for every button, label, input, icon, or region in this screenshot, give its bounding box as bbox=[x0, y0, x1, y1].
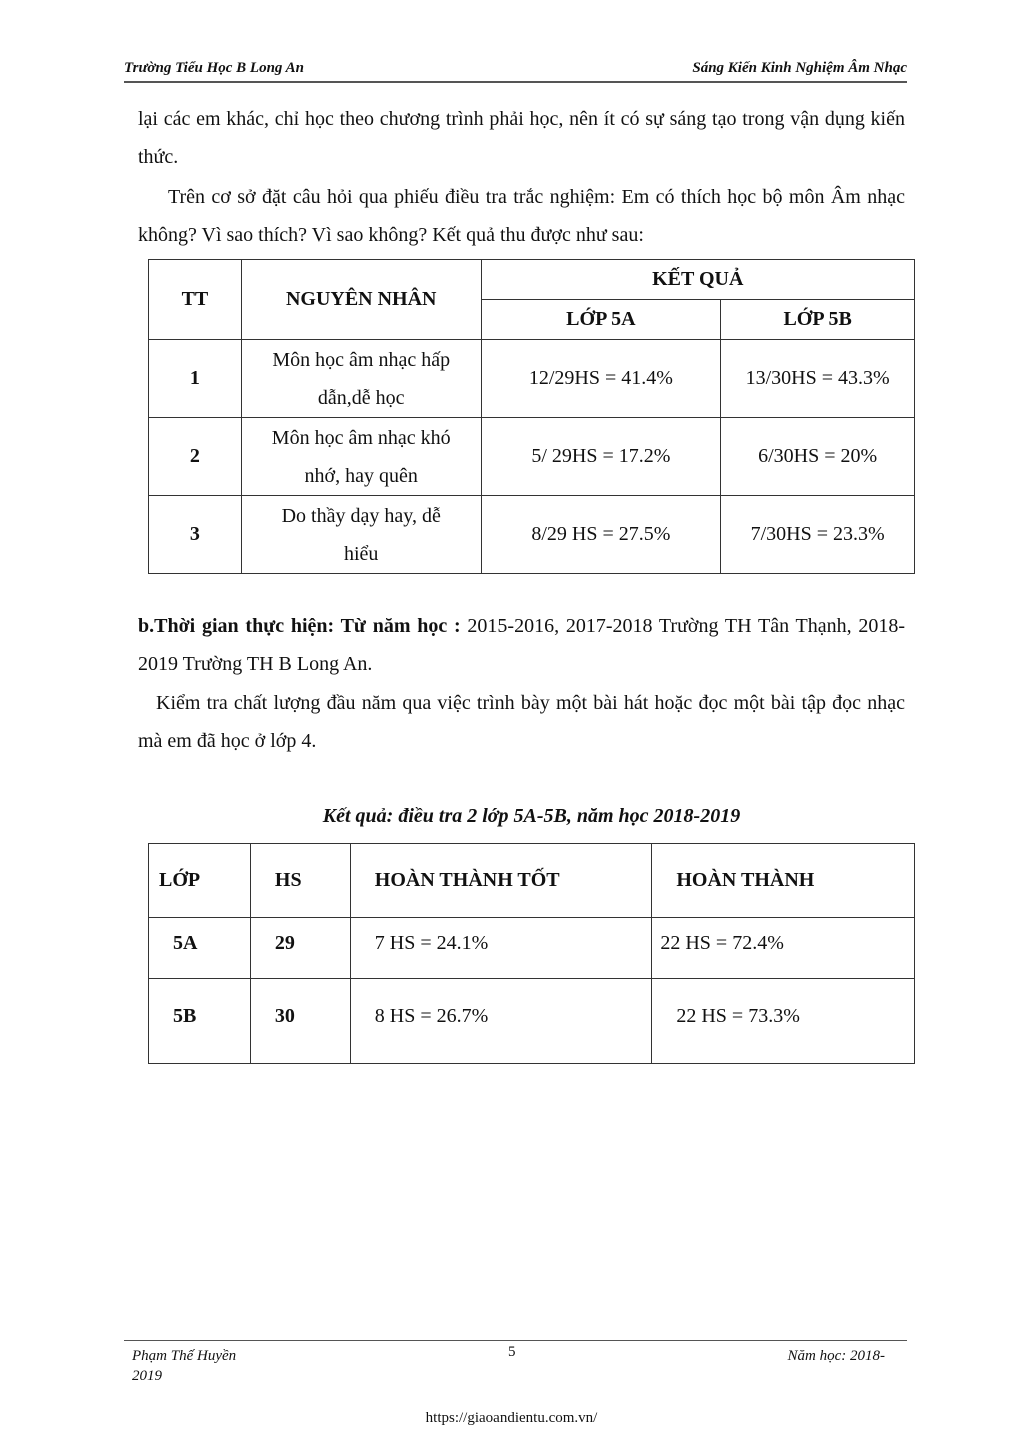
header-class-5b: LỚP 5B bbox=[721, 300, 915, 340]
row-hs: 29 bbox=[250, 918, 350, 979]
footer-rule bbox=[124, 1340, 907, 1341]
header-school: Trường Tiểu Học B Long An bbox=[124, 60, 304, 76]
row-reason: Môn học âm nhạc hấp dẫn,dễ học bbox=[241, 340, 481, 418]
header-hs: HS bbox=[250, 844, 350, 918]
table-row bbox=[149, 340, 915, 418]
table-row bbox=[149, 918, 915, 979]
header-title: Sáng Kiến Kinh Nghiệm Âm Nhạc bbox=[692, 60, 907, 76]
row-number: 1 bbox=[149, 340, 242, 418]
row-done: 22 HS = 73.3% bbox=[652, 979, 915, 1064]
row-hs: 30 bbox=[250, 979, 350, 1064]
row-reason: Do thầy dạy hay, dễ hiểu bbox=[241, 496, 481, 574]
footer-year-continued: 2019 bbox=[132, 1368, 162, 1384]
row-class: 5A bbox=[149, 918, 251, 979]
row-result-5b: 13/30HS = 43.3% bbox=[721, 340, 915, 418]
header-done: HOÀN THÀNH bbox=[652, 844, 915, 918]
header-good: HOÀN THÀNH TỐT bbox=[350, 844, 652, 918]
table-row bbox=[149, 418, 915, 496]
footer-author: Phạm Thế Huyền bbox=[132, 1348, 237, 1364]
section-b-text: 2015-2016, 2017-2018 Trường TH Tân Thạnh, 2018-2019 Trường TH B Long An. bbox=[138, 615, 905, 675]
header-class-5a: LỚP 5A bbox=[481, 300, 721, 340]
row-class: 5B bbox=[149, 979, 251, 1064]
row-result-5b: 7/30HS = 23.3% bbox=[721, 496, 915, 574]
header-reason: NGUYÊN NHÂN bbox=[241, 260, 481, 340]
survey-table bbox=[148, 259, 915, 574]
results-table bbox=[148, 843, 915, 1064]
row-number: 3 bbox=[149, 496, 242, 574]
table-caption: Kết quả: điều tra 2 lớp 5A-5B, năm học 2018-2019 bbox=[322, 805, 741, 827]
row-number: 2 bbox=[149, 418, 242, 496]
row-good: 8 HS = 26.7% bbox=[350, 979, 652, 1064]
row-done: 22 HS = 72.4% bbox=[652, 918, 915, 979]
row-reason: Môn học âm nhạc khó nhớ, hay quên bbox=[241, 418, 481, 496]
header-result: KẾT QUẢ bbox=[481, 260, 914, 300]
footer-year: Năm học: 2018- bbox=[787, 1348, 885, 1364]
paragraph-1: lại các em khác, chỉ học theo chương trình phải học, nên ít có sự sáng tạo trong vận dụng kiến thức. bbox=[138, 108, 905, 168]
section-b-paragraph bbox=[138, 607, 905, 683]
row-result-5a: 8/29 HS = 27.5% bbox=[481, 496, 721, 574]
row-good: 7 HS = 24.1% bbox=[350, 918, 652, 979]
section-b-label: b.Thời gian thực hiện: Từ năm học : bbox=[138, 615, 461, 637]
header-rule bbox=[124, 81, 907, 83]
page-number: 5 bbox=[508, 1344, 516, 1360]
paragraph-3: Kiểm tra chất lượng đầu năm qua việc trình bày một bài hát hoặc đọc một bài tập đọc nhạc mà em đã học ở lớp 4. bbox=[138, 692, 905, 752]
table-row bbox=[149, 979, 915, 1064]
paragraph-2: Trên cơ sở đặt câu hỏi qua phiếu điều tra trắc nghiệm: Em có thích học bộ môn Âm nhạc không? Vì sao thích? Vì sao không? Kết quả thu được như sau: bbox=[138, 186, 905, 246]
row-result-5a: 5/ 29HS = 17.2% bbox=[481, 418, 721, 496]
table-row bbox=[149, 496, 915, 574]
header-tt: TT bbox=[149, 260, 242, 340]
header-class: LỚP bbox=[149, 844, 251, 918]
row-result-5b: 6/30HS = 20% bbox=[721, 418, 915, 496]
footer-url[interactable]: https://giaoandientu.com.vn/ bbox=[425, 1410, 598, 1426]
row-result-5a: 12/29HS = 41.4% bbox=[481, 340, 721, 418]
